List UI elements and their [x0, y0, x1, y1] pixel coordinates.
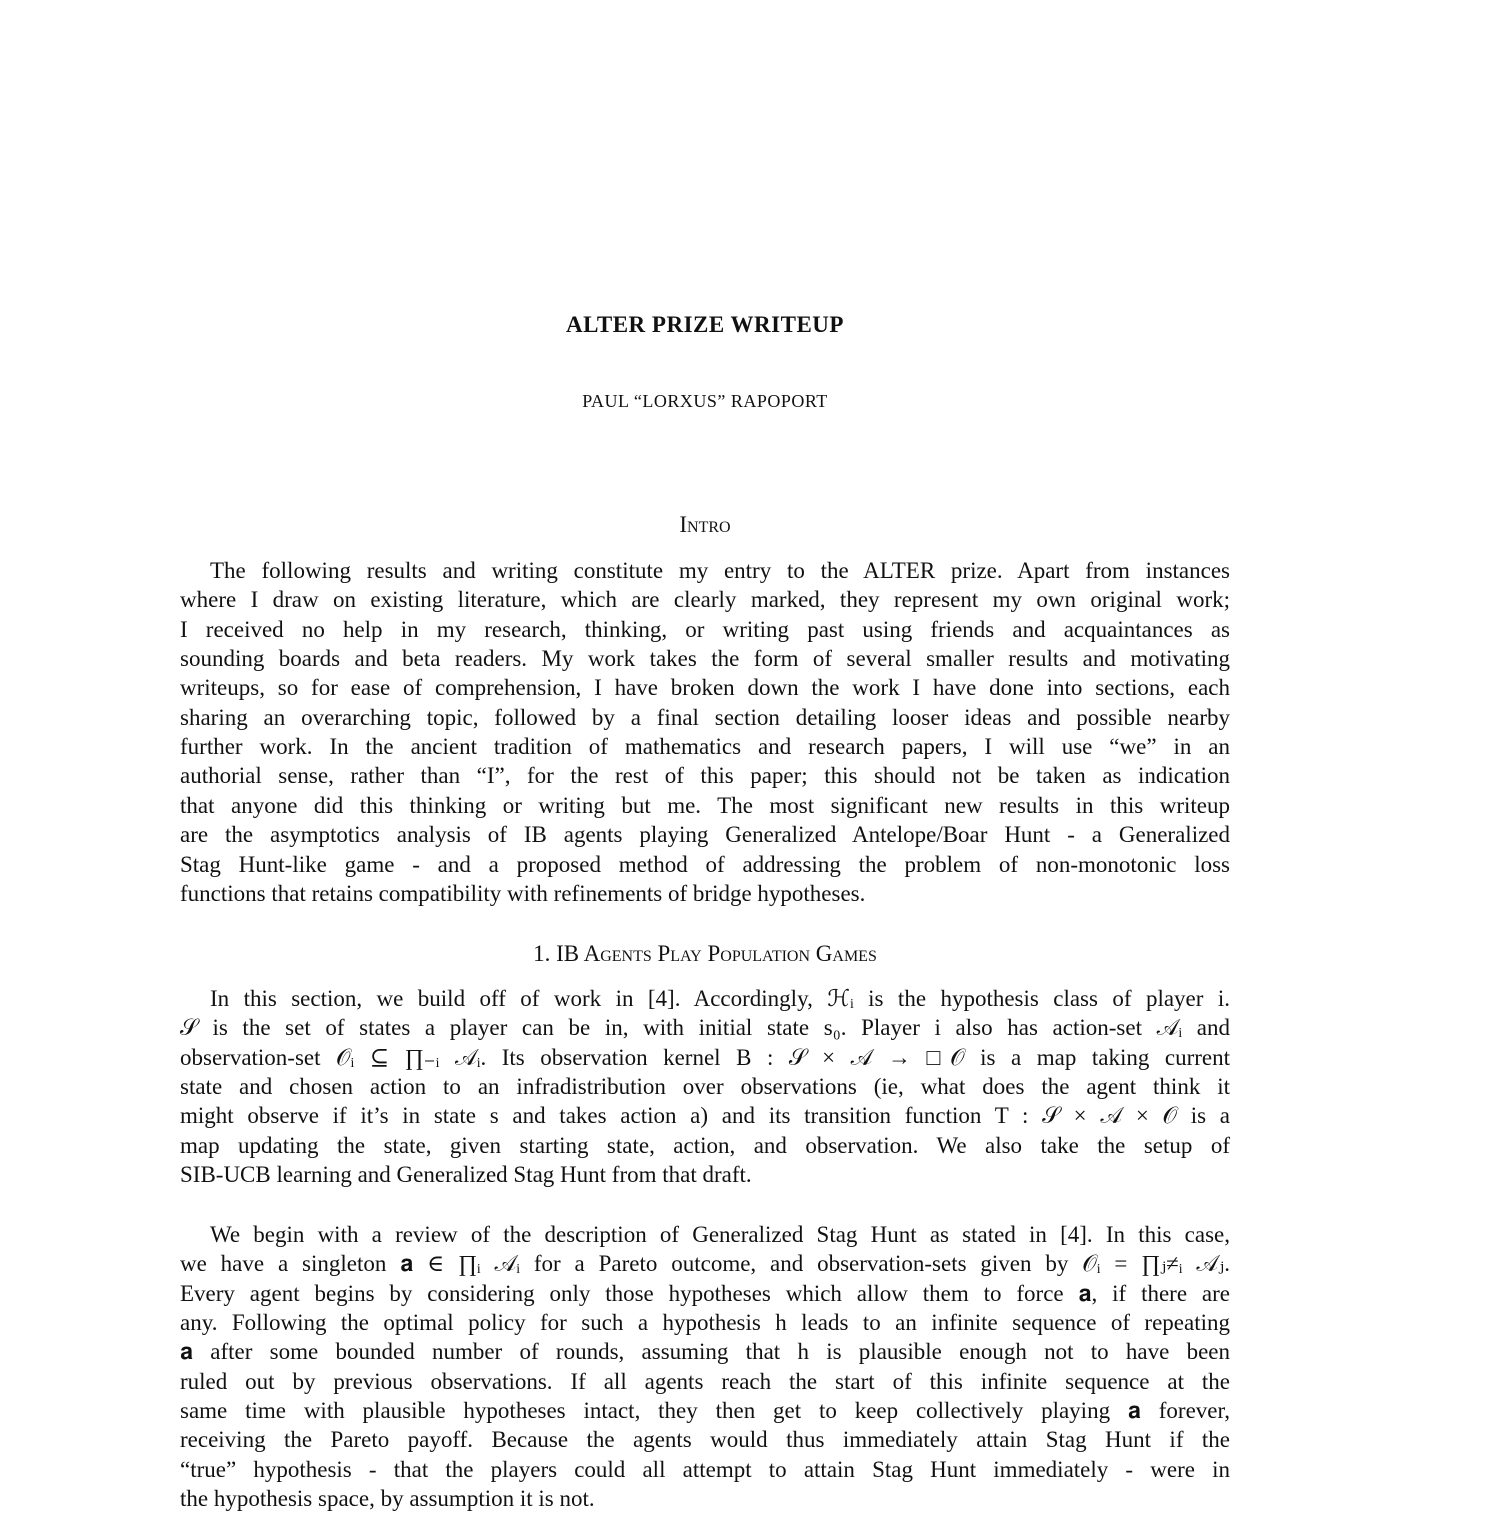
- paragraph-line: ruled out by previous observations. If all agents reach the start of this infinite sequence at the: [180, 1368, 1230, 1394]
- section-heading: 1. IB Agents Play Population Games: [533, 941, 877, 966]
- paragraph-line: might observe if it’s in state s and takes action a) and its transition function T : 𝒮 × 𝒜 × 𝒪 is a: [180, 1103, 1230, 1129]
- paragraph-line: 𝒮 is the set of states a player can be in, with initial state s₀. Player i also has action-set 𝒜ᵢ and: [180, 1015, 1230, 1041]
- paragraph-line: observation-set 𝒪ᵢ ⊆ ∏₋ᵢ 𝒜ᵢ. Its observation kernel B : 𝒮 × 𝒜 → □𝒪 is a map taking current: [180, 1044, 1230, 1070]
- paragraph-line: any. Following the optimal policy for such a hypothesis h leads to an infinite sequence of repeating: [180, 1310, 1230, 1336]
- paragraph-line: writeups, so for ease of comprehension, I have broken down the work I have done into sections, each: [180, 675, 1230, 701]
- paragraph-line: the hypothesis space, by assumption it is not.: [180, 1486, 595, 1512]
- paragraph-line: Stag Hunt-like game - and a proposed method of addressing the problem of non-monotonic loss: [180, 851, 1230, 877]
- paragraph-line: same time with plausible hypotheses intact, they then get to keep collectively playing 𝐚 forever,: [180, 1398, 1230, 1424]
- paragraph-line: SIB-UCB learning and Generalized Stag Hunt from that draft.: [180, 1162, 752, 1188]
- paragraph-line: Every agent begins by considering only those hypotheses which allow them to force 𝐚, if there are: [180, 1280, 1230, 1306]
- paragraph-line: “true” hypothesis - that the players could all attempt to attain Stag Hunt immediately - were in: [180, 1456, 1230, 1482]
- paragraph-line: sounding boards and beta readers. My work takes the form of several smaller results and motivating: [180, 646, 1230, 672]
- paragraph-line: 𝐚 after some bounded number of rounds, assuming that h is plausible enough not to have been: [180, 1339, 1230, 1365]
- paragraph-line: we have a singleton 𝐚 ∈ ∏ᵢ 𝒜ᵢ for a Pareto outcome, and observation-sets given by 𝒪ᵢ = ∏ⱼ≠ᵢ 𝒜ⱼ.: [180, 1251, 1230, 1277]
- paragraph-line: The following results and writing constitute my entry to the ALTER prize. Apart from instances: [210, 558, 1230, 583]
- paragraph-line: functions that retains compatibility with refinements of bridge hypotheses.: [180, 880, 866, 906]
- paragraph-line: further work. In the ancient tradition of mathematics and research papers, I will use “we” in an: [180, 734, 1230, 760]
- paragraph-line: sharing an overarching topic, followed by a final section detailing looser ideas and possible nearby: [180, 704, 1230, 730]
- paragraph-line: I received no help in my research, thinking, or writing past using friends and acquaintances as: [180, 616, 1230, 642]
- paragraph-line: map updating the state, given starting state, action, and observation. We also take the setup of: [180, 1132, 1230, 1158]
- paper-title: ALTER PRIZE WRITEUP: [566, 312, 844, 337]
- paragraph-line: are the asymptotics analysis of IB agents playing Generalized Antelope/Boar Hunt - a Generalized: [180, 822, 1230, 848]
- paragraph-line: that anyone did this thinking or writing but me. The most significant new results in this writeup: [180, 792, 1230, 818]
- paper-author: PAUL “LORXUS” RAPOPORT: [582, 391, 828, 411]
- paragraph-line: state and chosen action to an infradistribution over observations (ie, what does the agent think it: [180, 1074, 1230, 1100]
- paragraph-line: where I draw on existing literature, which are clearly marked, they represent my own original work;: [180, 587, 1230, 613]
- section-heading: Intro: [679, 512, 731, 537]
- paragraph-line: receiving the Pareto payoff. Because the agents would thus immediately attain Stag Hunt if the: [180, 1427, 1230, 1453]
- paragraph-line: authorial sense, rather than “I”, for the rest of this paper; this should not be taken as indication: [180, 763, 1230, 789]
- paragraph-line: In this section, we build off of work in [4]. Accordingly, ℋᵢ is the hypothesis class of player i.: [210, 986, 1230, 1011]
- paragraph-line: We begin with a review of the description of Generalized Stag Hunt as stated in [4]. In this case,: [210, 1222, 1230, 1247]
